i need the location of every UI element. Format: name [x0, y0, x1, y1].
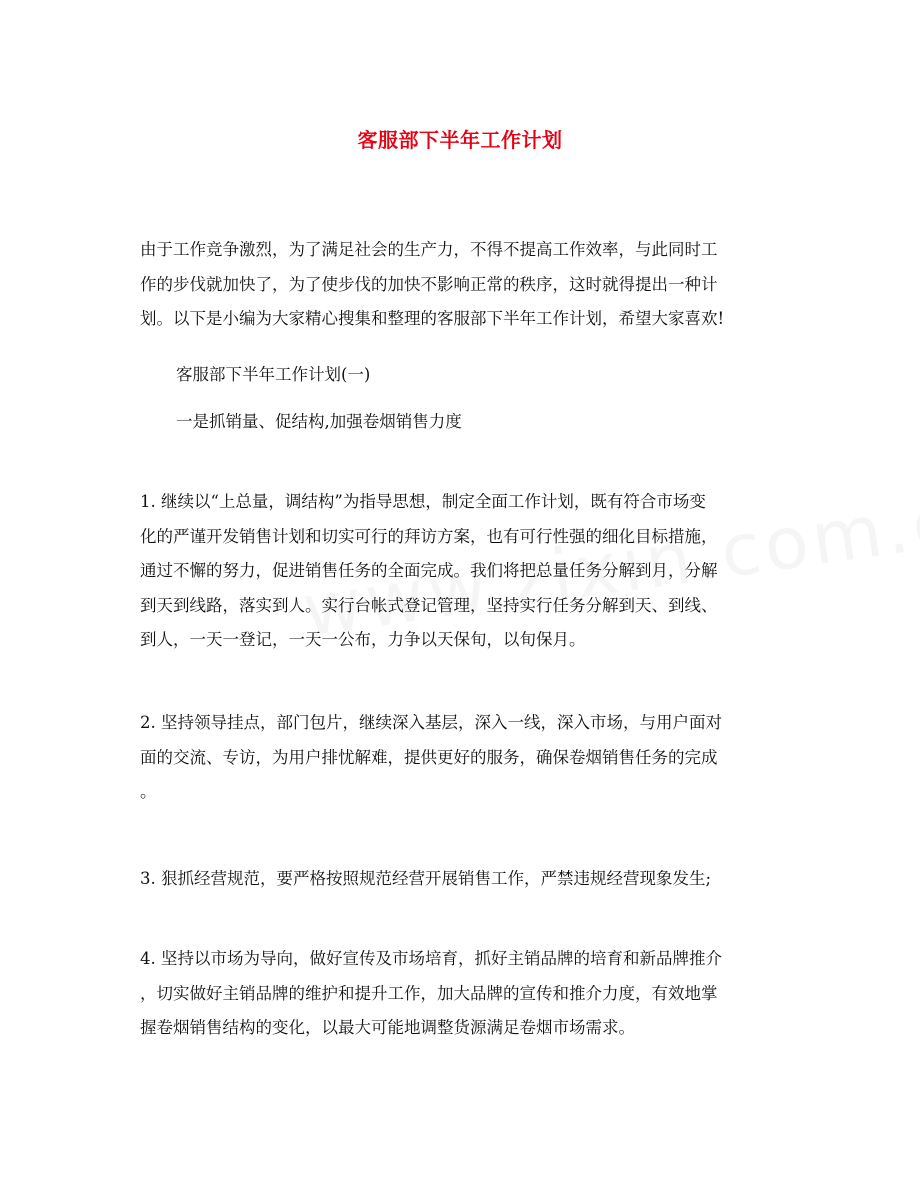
item-line: 2. 坚持领导挂点，部门包片，继续深入基层，深入一线，深入市场，与用户面对 [140, 713, 722, 732]
intro-line: 作的步伐就加快了，为了使步伐的加快不影响正常的秩序，这时就得提出一种计 [140, 274, 718, 294]
item-4-paragraph [140, 942, 780, 1046]
item-3-paragraph [140, 862, 780, 897]
item-line: 3. 狠抓经营规范，要严格按照规范经营开展销售工作，严禁违规经营现象发生; [140, 869, 712, 888]
item-line: 握卷烟销售结构的变化，以最大可能地调整货源满足卷烟市场需求。 [140, 1018, 635, 1037]
item-2-paragraph [140, 706, 780, 810]
plan-subtitle: 客服部下半年工作计划(一) [176, 365, 371, 384]
intro-line: 由于工作竞争激烈，为了满足社会的生产力，不得不提高工作效率，与此同时工 [140, 240, 718, 259]
item-line: 到人，一天一登记，一天一公布，力争以天保旬，以旬保月。 [140, 630, 586, 649]
intro-line: 划。以下是小编为大家精心搜集和整理的客服部下半年工作计划，希望大家喜欢! [140, 309, 725, 328]
item-line: ，切实做好主销品牌的维护和提升工作，加大品牌的宣传和推介力度，有效地掌 [140, 983, 718, 1003]
section-heading: 一是抓销量、促结构,加强卷烟销售力度 [176, 412, 462, 431]
item-line: 通过不懈的努力，促进销售任务的全面完成。我们将把总量任务分解到月，分解 [140, 561, 718, 580]
document-title: 客服部下半年工作计划 [357, 128, 563, 152]
item-1-paragraph [140, 485, 780, 658]
item-line: 4. 坚持以市场为导向，做好宣传及市场培育，抓好主销品牌的培育和新品牌推介 [140, 949, 722, 968]
intro-paragraph [140, 233, 780, 337]
item-line: 化的严谨开发销售计划和切实可行的拜访方案，也有可行性强的细化目标措施， [140, 526, 718, 546]
item-line: 1. 继续以“上总量，调结构”为指导思想，制定全面工作计划，既有符合市场变 [140, 492, 706, 511]
item-line: 面的交流、专访，为用户排忧解难，提供更好的服务，确保卷烟销售任务的完成 [140, 747, 718, 767]
item-line: 。 [140, 782, 157, 801]
item-line: 到天到线路，落实到人。实行台帐式登记管理，坚持实行任务分解到天、到线、 [140, 595, 718, 615]
